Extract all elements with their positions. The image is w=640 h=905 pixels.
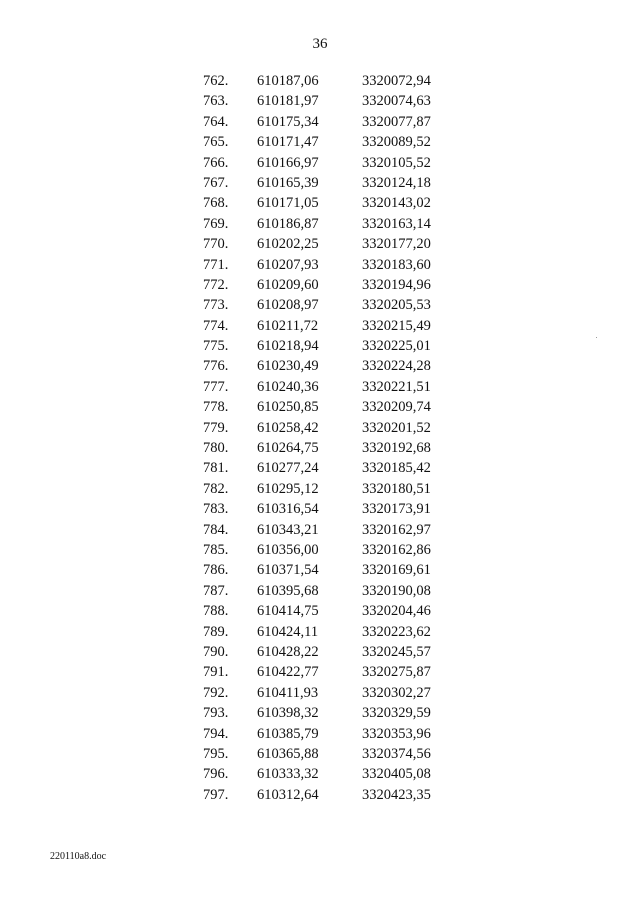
x-coordinate: 610264,75	[257, 440, 319, 457]
y-coordinate: 3320225,01	[362, 338, 431, 355]
table-row	[0, 356, 640, 376]
point-number: 782.	[203, 480, 229, 497]
x-coordinate: 610218,94	[257, 338, 319, 355]
y-coordinate: 3320089,52	[362, 134, 431, 151]
table-row	[0, 662, 640, 682]
table-row	[0, 71, 640, 91]
table-row	[0, 438, 640, 458]
x-coordinate: 610165,39	[257, 174, 319, 191]
y-coordinate: 3320163,14	[362, 215, 431, 232]
y-coordinate: 3320105,52	[362, 154, 431, 171]
margin-mark	[596, 337, 597, 338]
point-number: 764.	[203, 113, 229, 130]
x-coordinate: 610422,77	[257, 664, 319, 681]
point-number: 769.	[203, 215, 229, 232]
table-row	[0, 642, 640, 662]
page-number: 36	[312, 36, 328, 52]
coordinate-table	[0, 71, 640, 805]
table-row	[0, 112, 640, 132]
table-row	[0, 479, 640, 499]
table-row	[0, 316, 640, 336]
table-row	[0, 764, 640, 784]
y-coordinate: 3320072,94	[362, 73, 431, 89]
table-row	[0, 336, 640, 356]
point-number: 768.	[203, 195, 229, 212]
point-number: 779.	[203, 419, 229, 436]
table-row	[0, 255, 640, 275]
table-row	[0, 275, 640, 295]
x-coordinate: 610250,85	[257, 399, 319, 416]
y-coordinate: 3320194,96	[362, 276, 431, 293]
table-row	[0, 132, 640, 152]
y-coordinate: 3320423,35	[362, 786, 431, 803]
x-coordinate: 610166,97	[257, 154, 319, 171]
x-coordinate: 610277,24	[257, 460, 319, 477]
table-row	[0, 418, 640, 438]
point-number: 766.	[203, 154, 229, 171]
point-number: 788.	[203, 603, 229, 620]
y-coordinate: 3320302,27	[362, 684, 431, 701]
table-row	[0, 581, 640, 601]
x-coordinate: 610428,22	[257, 643, 319, 660]
point-number: 791.	[203, 664, 229, 681]
point-number: 795.	[203, 745, 229, 762]
point-number: 762.	[203, 73, 229, 89]
point-number: 796.	[203, 766, 229, 783]
y-coordinate: 3320162,86	[362, 541, 431, 558]
y-coordinate: 3320204,46	[362, 603, 431, 620]
y-coordinate: 3320077,87	[362, 113, 431, 130]
x-coordinate: 610202,25	[257, 236, 319, 253]
y-coordinate: 3320205,53	[362, 297, 431, 314]
x-coordinate: 610171,47	[257, 134, 319, 151]
table-row	[0, 785, 640, 805]
y-coordinate: 3320353,96	[362, 725, 431, 742]
point-number: 797.	[203, 786, 229, 803]
point-number: 771.	[203, 256, 229, 273]
point-number: 776.	[203, 358, 229, 375]
table-row	[0, 234, 640, 254]
x-coordinate: 610211,72	[257, 317, 319, 334]
y-coordinate: 3320185,42	[362, 460, 431, 477]
point-number: 780.	[203, 440, 229, 457]
point-number: 789.	[203, 623, 229, 640]
table-row	[0, 744, 640, 764]
y-coordinate: 3320190,08	[362, 582, 431, 599]
x-coordinate: 610385,79	[257, 725, 319, 742]
y-coordinate: 3320180,51	[362, 480, 431, 497]
y-coordinate: 3320177,20	[362, 236, 431, 253]
point-number: 794.	[203, 725, 229, 742]
y-coordinate: 3320224,28	[362, 358, 431, 375]
table-row	[0, 703, 640, 723]
y-coordinate: 3320143,02	[362, 195, 431, 212]
table-row	[0, 173, 640, 193]
table-row	[0, 214, 640, 234]
footer-filename: 220110a8.doc	[50, 851, 107, 862]
x-coordinate: 610175,34	[257, 113, 319, 130]
point-number: 774.	[203, 317, 229, 334]
y-coordinate: 3320124,18	[362, 174, 431, 191]
y-coordinate: 3320275,87	[362, 664, 431, 681]
x-coordinate: 610343,21	[257, 521, 319, 538]
y-coordinate: 3320162,97	[362, 521, 431, 538]
y-coordinate: 3320209,74	[362, 399, 431, 416]
point-number: 763.	[203, 93, 229, 110]
x-coordinate: 610414,75	[257, 603, 319, 620]
x-coordinate: 610258,42	[257, 419, 319, 436]
point-number: 770.	[203, 236, 229, 253]
point-number: 784.	[203, 521, 229, 538]
table-row	[0, 540, 640, 560]
point-number: 767.	[203, 174, 229, 191]
table-row	[0, 560, 640, 580]
point-number: 777.	[203, 378, 229, 395]
point-number: 781.	[203, 460, 229, 477]
table-row	[0, 193, 640, 213]
x-coordinate: 610333,32	[257, 766, 319, 783]
y-coordinate: 3320223,62	[362, 623, 431, 640]
x-coordinate: 610398,32	[257, 705, 319, 722]
x-coordinate: 610230,49	[257, 358, 319, 375]
x-coordinate: 610365,88	[257, 745, 319, 762]
point-number: 790.	[203, 643, 229, 660]
table-row	[0, 153, 640, 173]
y-coordinate: 3320221,51	[362, 378, 431, 395]
x-coordinate: 610356,00	[257, 541, 319, 558]
table-row	[0, 520, 640, 540]
table-row	[0, 499, 640, 519]
table-row	[0, 683, 640, 703]
y-coordinate: 3320169,61	[362, 562, 431, 579]
y-coordinate: 3320405,08	[362, 766, 431, 783]
table-row	[0, 458, 640, 478]
point-number: 773.	[203, 297, 229, 314]
point-number: 792.	[203, 684, 229, 701]
x-coordinate: 610171,05	[257, 195, 319, 212]
x-coordinate: 610312,64	[257, 786, 319, 803]
x-coordinate: 610411,93	[257, 684, 319, 701]
point-number: 793.	[203, 705, 229, 722]
table-row	[0, 377, 640, 397]
x-coordinate: 610395,68	[257, 582, 319, 599]
point-number: 785.	[203, 541, 229, 558]
y-coordinate: 3320173,91	[362, 501, 431, 518]
table-row	[0, 397, 640, 417]
point-number: 787.	[203, 582, 229, 599]
table-row	[0, 91, 640, 111]
y-coordinate: 3320074,63	[362, 93, 431, 110]
x-coordinate: 610207,93	[257, 256, 319, 273]
point-number: 783.	[203, 501, 229, 518]
y-coordinate: 3320215,49	[362, 317, 431, 334]
table-row	[0, 601, 640, 621]
y-coordinate: 3320192,68	[362, 440, 431, 457]
table-row	[0, 724, 640, 744]
y-coordinate: 3320245,57	[362, 643, 431, 660]
x-coordinate: 610181,97	[257, 93, 319, 110]
x-coordinate: 610187,06	[257, 73, 319, 89]
y-coordinate: 3320329,59	[362, 705, 431, 722]
point-number: 772.	[203, 276, 229, 293]
x-coordinate: 610424,11	[257, 623, 319, 640]
point-number: 765.	[203, 134, 229, 151]
x-coordinate: 610209,60	[257, 276, 319, 293]
x-coordinate: 610208,97	[257, 297, 319, 314]
x-coordinate: 610371,54	[257, 562, 319, 579]
y-coordinate: 3320183,60	[362, 256, 431, 273]
table-row	[0, 622, 640, 642]
x-coordinate: 610186,87	[257, 215, 319, 232]
point-number: 778.	[203, 399, 229, 416]
point-number: 775.	[203, 338, 229, 355]
point-number: 786.	[203, 562, 229, 579]
x-coordinate: 610240,36	[257, 378, 319, 395]
x-coordinate: 610295,12	[257, 480, 319, 497]
x-coordinate: 610316,54	[257, 501, 319, 518]
y-coordinate: 3320374,56	[362, 745, 431, 762]
y-coordinate: 3320201,52	[362, 419, 431, 436]
table-row	[0, 295, 640, 315]
